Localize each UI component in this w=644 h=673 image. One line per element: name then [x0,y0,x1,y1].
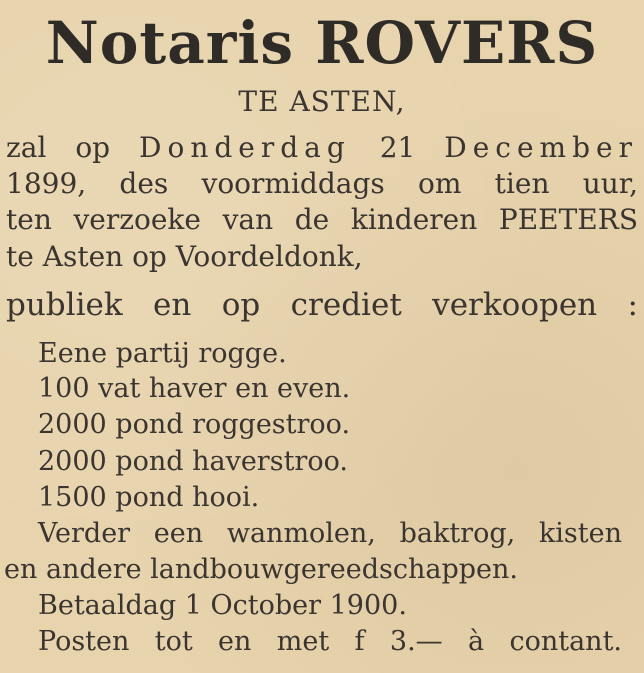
line1-month: December [444,131,638,164]
line1-day: Donderdag [139,131,351,164]
list-item: 100 vat haver en even. [38,373,351,404]
notice-line-3: ten verzoeke van de kinderen PEETERS [6,203,638,236]
notice-line-5: publiek en op crediet verkoopen : [6,287,638,323]
notice-line-9: Posten tot en met f 3.— à contant. [38,626,622,657]
notice-title: Notaris ROVERS [45,9,599,77]
notice-subtitle: TE ASTEN, [238,85,406,118]
list-item: 2000 pond haverstroo. [38,446,348,477]
notice-line-1 [6,131,638,164]
notice-line-7: en andere landbouwgereedschappen. [4,554,519,585]
notice-line-6: Verder een wanmolen, baktrog, kisten [38,518,622,549]
list-item: 1500 pond hooi. [38,482,260,513]
notice-line-4: te Asten op Voordeldonk, [6,240,363,273]
list-item: Eene partij rogge. [38,338,287,369]
line1-date: 21 [379,131,416,164]
line1-prefix: zal op [6,131,111,164]
notice-line-8: Betaaldag 1 October 1900. [38,590,407,621]
notice-line-2: 1899, des voormiddags om tien uur, [6,167,638,200]
list-item: 2000 pond roggestroo. [38,409,351,440]
